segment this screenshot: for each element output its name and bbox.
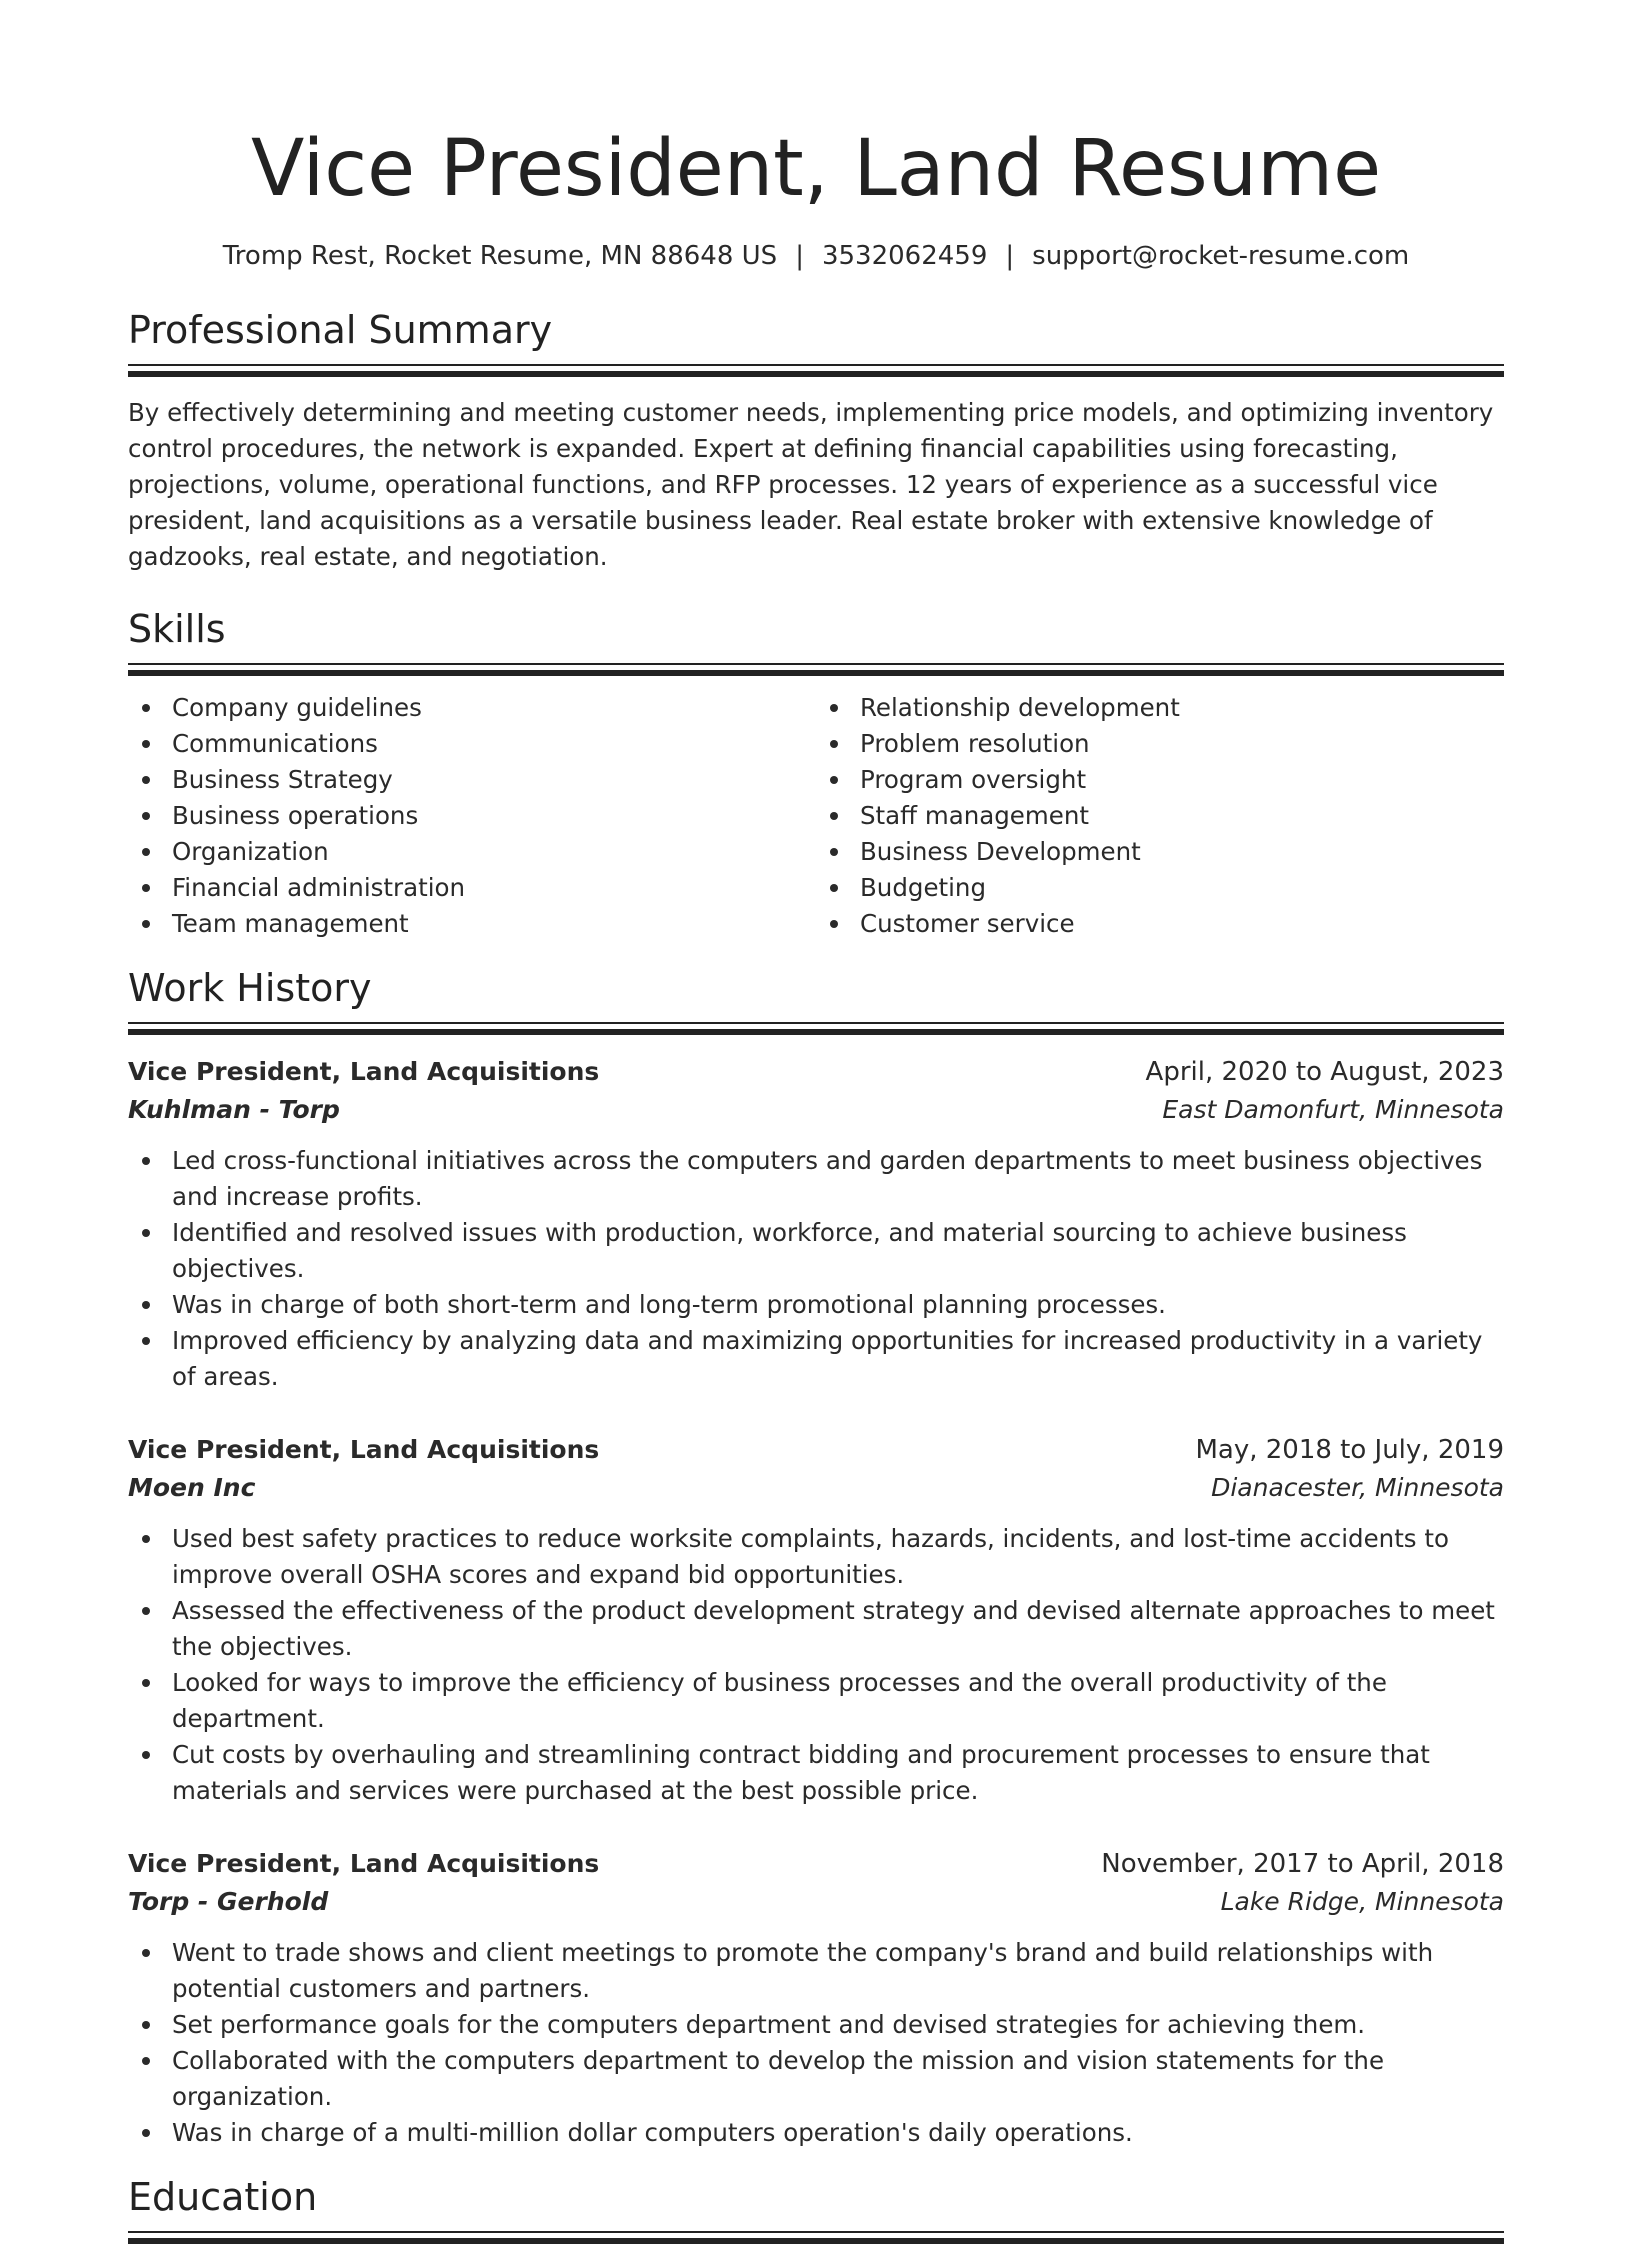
section-divider	[128, 1022, 1504, 1035]
job-bullet: Improved efficiency by analyzing data and maximizing opportunities for increased productivity in a variety of areas.	[128, 1323, 1504, 1395]
skill-item: Team management	[128, 906, 816, 942]
job-company: Torp - Gerhold	[128, 1887, 329, 1916]
job-company-row	[128, 1883, 1504, 1921]
job-header-row	[128, 1053, 1504, 1091]
contact-separator: |	[1005, 241, 1015, 271]
skills-section	[128, 605, 1504, 942]
skills-column-right	[816, 690, 1504, 942]
job-header-row	[128, 1431, 1504, 1469]
job-bullet: Assessed the effectiveness of the product development strategy and devised alternate approaches to meet the objectives.	[128, 1593, 1504, 1665]
contact-email: support@rocket-resume.com	[1032, 241, 1410, 271]
job-dates: April, 2020 to August, 2023	[1145, 1057, 1504, 1087]
job-title: Vice President, Land Acquisitions	[128, 1849, 600, 1878]
job-bullets	[128, 1521, 1504, 1809]
skill-item: Staff management	[816, 798, 1504, 834]
skill-item: Program oversight	[816, 762, 1504, 798]
professional-summary-section	[128, 306, 1504, 575]
contact-phone: 3532062459	[821, 241, 988, 271]
skill-item: Company guidelines	[128, 690, 816, 726]
job-dates: May, 2018 to July, 2019	[1195, 1435, 1504, 1465]
job-dates: November, 2017 to April, 2018	[1101, 1849, 1504, 1879]
skill-item: Business Strategy	[128, 762, 816, 798]
contact-line	[128, 238, 1504, 274]
work-history-section	[128, 964, 1504, 2151]
contact-address: Tromp Rest, Rocket Resume, MN 88648 US	[222, 241, 778, 271]
job-bullet: Went to trade shows and client meetings to promote the company's brand and build relationships with potential customers and partners.	[128, 1935, 1504, 2007]
job-bullet: Cut costs by overhauling and streamlining contract bidding and procurement processes to ensure that materials and services were purchased at the best possible price.	[128, 1737, 1504, 1809]
job-bullets	[128, 1935, 1504, 2151]
job-entry	[128, 1845, 1504, 2151]
skills-column-left	[128, 690, 816, 942]
contact-separator: |	[795, 241, 804, 271]
skill-item: Relationship development	[816, 690, 1504, 726]
job-bullet: Was in charge of a multi-million dollar computers operation's daily operations.	[128, 2115, 1504, 2151]
job-company-row	[128, 1091, 1504, 1129]
job-bullet: Led cross-functional initiatives across the computers and garden departments to meet business objectives and increase profits.	[128, 1143, 1504, 1215]
skill-item: Business Development	[816, 834, 1504, 870]
job-company: Kuhlman - Torp	[128, 1095, 340, 1124]
job-bullet: Looked for ways to improve the efficiency of business processes and the overall productivity of the department.	[128, 1665, 1504, 1737]
job-company: Moen Inc	[128, 1473, 256, 1502]
skill-item: Organization	[128, 834, 816, 870]
section-divider	[128, 2231, 1504, 2244]
job-entry	[128, 1053, 1504, 1395]
job-bullet: Identified and resolved issues with production, workforce, and material sourcing to achieve business objectives.	[128, 1215, 1504, 1287]
job-bullet: Was in charge of both short-term and long-term promotional planning processes.	[128, 1287, 1504, 1323]
job-bullet: Set performance goals for the computers department and devised strategies for achieving them.	[128, 2007, 1504, 2043]
skill-item: Budgeting	[816, 870, 1504, 906]
summary-text: By effectively determining and meeting customer needs, implementing price models, and optimizing inventory control procedures, the network is expanded. Expert at defining financial capabilities using forecasting, projections, volume, operational functions, and RFP processes. 12 years of experience as a successful vice president, land acquisitions as a versatile business leader. Real estate broker with extensive knowledge of gadzooks, real estate, and negotiation.	[128, 398, 1494, 571]
skill-item: Customer service	[816, 906, 1504, 942]
section-divider	[128, 663, 1504, 676]
resume-title: Vice President, Land Resume	[250, 124, 1382, 214]
skill-item: Financial administration	[128, 870, 816, 906]
job-entry	[128, 1431, 1504, 1809]
section-divider	[128, 364, 1504, 377]
job-location: Dianacester, Minnesota	[1211, 1473, 1504, 1502]
section-heading: Professional Summary	[128, 308, 553, 352]
job-bullet: Collaborated with the computers department to develop the mission and vision statements for the organization.	[128, 2043, 1504, 2115]
job-location: Lake Ridge, Minnesota	[1220, 1887, 1504, 1916]
job-bullet: Used best safety practices to reduce worksite complaints, hazards, incidents, and lost-time accidents to improve overall OSHA scores and expand bid opportunities.	[128, 1521, 1504, 1593]
skill-item: Communications	[128, 726, 816, 762]
job-location: East Damonfurt, Minnesota	[1162, 1095, 1504, 1124]
section-heading: Skills	[128, 607, 226, 651]
skill-item: Problem resolution	[816, 726, 1504, 762]
job-title: Vice President, Land Acquisitions	[128, 1435, 600, 1464]
skill-item: Business operations	[128, 798, 816, 834]
job-header-row	[128, 1845, 1504, 1883]
education-section	[128, 2173, 1504, 2244]
job-title: Vice President, Land Acquisitions	[128, 1057, 600, 1086]
job-company-row	[128, 1469, 1504, 1507]
section-heading: Education	[128, 2175, 318, 2219]
job-bullets	[128, 1143, 1504, 1395]
skills-grid	[128, 690, 1504, 942]
section-heading: Work History	[128, 966, 372, 1010]
